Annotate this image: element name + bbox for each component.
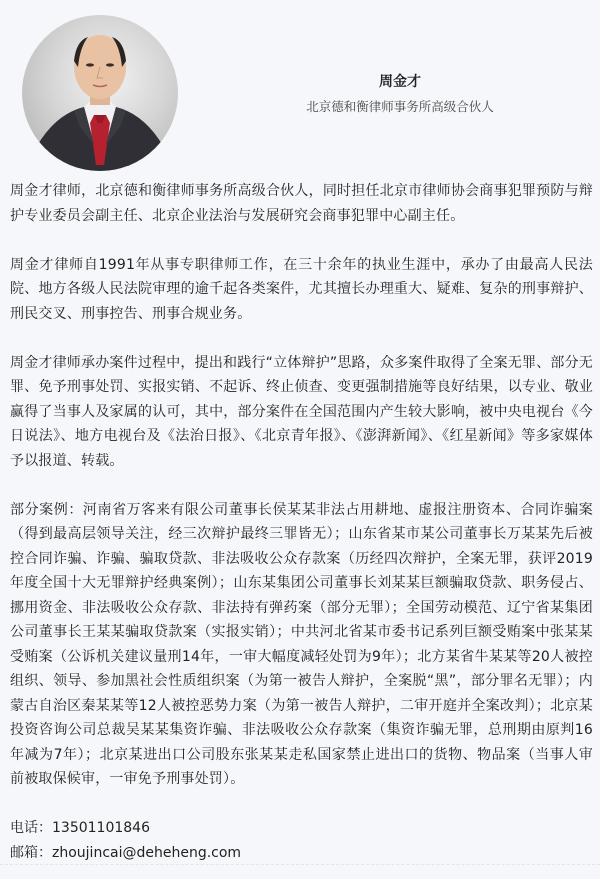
bottom-divider bbox=[0, 864, 600, 865]
profile-header bbox=[0, 0, 600, 178]
bio-content bbox=[10, 179, 593, 865]
phone-row bbox=[10, 816, 593, 841]
bio-paragraph-cases: 部分案例：河南省万客来有限公司董事长侯某某非法占用耕地、虚报注册资本、合同诈骗案（得到最高层领导关注，经三次辩护最终三罪皆无）；山东省某市某公司董事长万某某先后被控合同诈骗、诈骗、骗取贷款、非法吸收公众存款案（历经四次辩护，全案无罪，获评2019年度全国十大无罪辩护经典案例）；山东某集团公司董事长刘某某巨额骗取贷款、职务侵占、挪用资金、非法吸收公众存款、非法持有弹药案（部分无罪）；全国劳动模范、辽宁省某集团公司董事长王某某骗取贷款案（实报实销）；中共河北省某市委书记系列巨额受贿案中张某某受贿案（公诉机关建议量刑14年，一审大幅度减轻处罚为9年）；北方某省牛某某等20人被控组织、领导、参加黑社会性质组织案（为第一被告人辩护，全案脱“黑”，部分罪名无罪）；内蒙古自治区秦某某等12人被控恶势力案（为第一被告人辩护，二审开庭并全案改判）；北京某投资咨询公司总裁吴某某集资诈骗、非法吸收公众存款案（集资诈骗无罪，总刑期由原判16年减为7年）；北京某进出口公司股东张某某走私国家禁止进出口的货物、物品案（当事人审前被取保候审，一审免予刑事处罚）。 bbox=[10, 501, 593, 787]
lawyer-title: 北京德和衡律师事务所高级合伙人 bbox=[306, 99, 494, 114]
bio-paragraph-achievements: 周金才律师承办案件过程中，提出和践行“立体辩护”思路，众多案件取得了全案无罪、部分无罪、免予刑事处罚、实报实销、不起诉、终止侦查、变更强制措施等良好结果，以专业、敬业赢得了当事人及家属的认可，其中，部分案件在全国范围内产生较大影响，被中央电视台《今日说法》、地方电视台及《法治日报》、《北京青年报》、《澎湃新闻》、《红星新闻》等多家媒体予以报道、转载。 bbox=[10, 354, 593, 469]
lawyer-name: 周金才 bbox=[379, 74, 421, 90]
bio-paragraph-positions: 周金才律师，北京德和衡律师事务所高级合伙人，同时担任北京市律师协会商事犯罪预防与辩护专业委员会副主任、北京企业法治与发展研究会商事犯罪中心副主任。 bbox=[10, 183, 593, 224]
contact-info bbox=[10, 816, 593, 865]
bio-paragraph-experience: 周金才律师自1991年从事专职律师工作，在三十余年的执业生涯中，承办了由最高人民法院、地方各级人民法院审理的逾千起各类案件，尤其擅长办理重大、疑难、复杂的刑事辩护、刑民交叉、刑事控告、刑事合规业务。 bbox=[10, 256, 593, 322]
email-address[interactable]: zhoujincai@deheheng.com bbox=[52, 844, 242, 861]
email-label: 邮箱： bbox=[10, 844, 52, 861]
phone-number[interactable]: 13501101846 bbox=[52, 820, 150, 836]
phone-label: 电话： bbox=[10, 820, 52, 836]
portrait-photo-icon bbox=[22, 15, 178, 171]
email-row bbox=[10, 841, 593, 866]
name-block bbox=[200, 72, 600, 116]
avatar bbox=[22, 15, 178, 171]
